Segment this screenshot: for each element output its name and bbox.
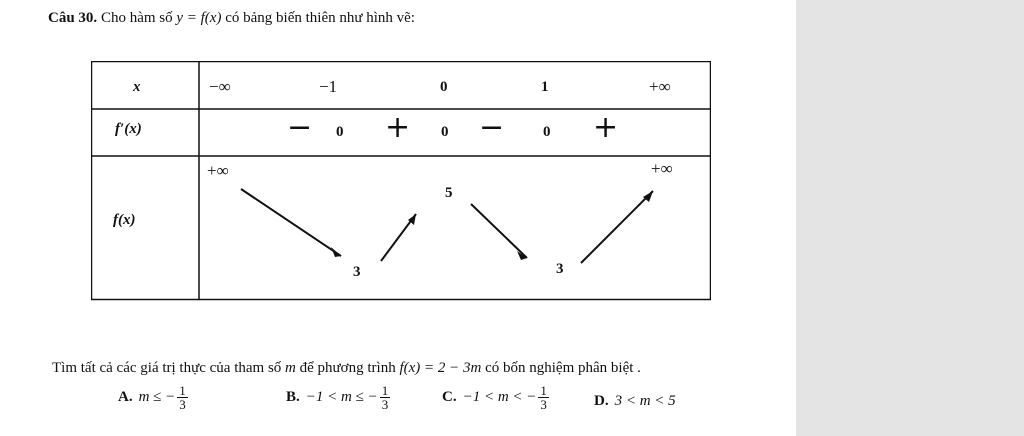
question-label: Câu 30.: [48, 10, 98, 26]
question-rest: có bảng biến thiên như hình vẽ:: [225, 10, 415, 26]
f-value-left-top: +∞: [207, 161, 229, 180]
table-grid: [91, 61, 711, 301]
prompt-text-2: để phương trình: [299, 360, 396, 376]
question-function: y = f(x): [176, 10, 222, 26]
answer-d-text: 3 < m < 5: [614, 393, 676, 409]
answer-a[interactable]: [118, 384, 190, 411]
fprime-zero-1: 0: [336, 124, 344, 140]
answer-c-text: −1 < m < −: [462, 389, 537, 405]
answer-c[interactable]: [442, 384, 551, 411]
fprime-sign-1: −: [287, 110, 313, 145]
row-x-label: x: [133, 79, 141, 95]
prompt-equation: f(x) = 2 − 3m: [399, 360, 482, 376]
row-fprime-label: f′(x): [115, 121, 142, 137]
x-value-0: 0: [440, 79, 448, 95]
question-prompt: [52, 360, 641, 377]
variation-table: [91, 61, 711, 301]
fprime-zero-2: 0: [441, 124, 449, 140]
x-value-neg-1: −1: [319, 77, 338, 96]
f-value-min-1: 3: [353, 264, 361, 280]
arrow-down-1: [241, 189, 341, 256]
row-f-label: f(x): [113, 212, 136, 228]
arrow-up-2: [581, 191, 653, 263]
fprime-zero-3: 0: [543, 124, 551, 140]
arrow-down-2: [471, 204, 527, 258]
f-value-min-2: 3: [556, 261, 564, 277]
f-value-max: 5: [445, 185, 453, 201]
prompt-text-1: Tìm tất cả các giá trị thực của tham số: [52, 360, 282, 376]
answer-c-fraction: $\frac{1}{3}$: [540, 383, 547, 412]
fprime-sign-2: +: [385, 110, 411, 145]
prompt-text-3: có bốn nghiệm phân biệt .: [485, 360, 641, 376]
answer-d-label: D.: [594, 393, 609, 409]
answer-a-text: m ≤ −: [138, 389, 176, 405]
fprime-sign-4: +: [593, 110, 619, 145]
x-value-neg-inf: −∞: [209, 77, 231, 96]
answer-a-fraction: $\frac{1}{3}$: [179, 383, 186, 412]
answer-b-fraction: $\frac{1}{3}$: [381, 383, 389, 412]
question-intro: Cho hàm số: [100, 10, 173, 26]
viewer-background: [796, 0, 1024, 436]
question-title: [48, 10, 415, 27]
answer-b-text: −1 < m ≤ −: [305, 389, 378, 405]
x-value-pos-inf: +∞: [649, 77, 671, 96]
answer-a-label: A.: [118, 389, 133, 405]
fprime-sign-3: −: [479, 110, 505, 145]
x-value-1: 1: [541, 79, 549, 95]
answer-d[interactable]: [594, 393, 676, 410]
answer-b[interactable]: [286, 384, 392, 411]
f-value-right-top: +∞: [651, 159, 673, 178]
answer-c-label: C.: [442, 389, 457, 405]
answer-b-label: B.: [286, 389, 300, 405]
prompt-param: m: [285, 360, 296, 376]
